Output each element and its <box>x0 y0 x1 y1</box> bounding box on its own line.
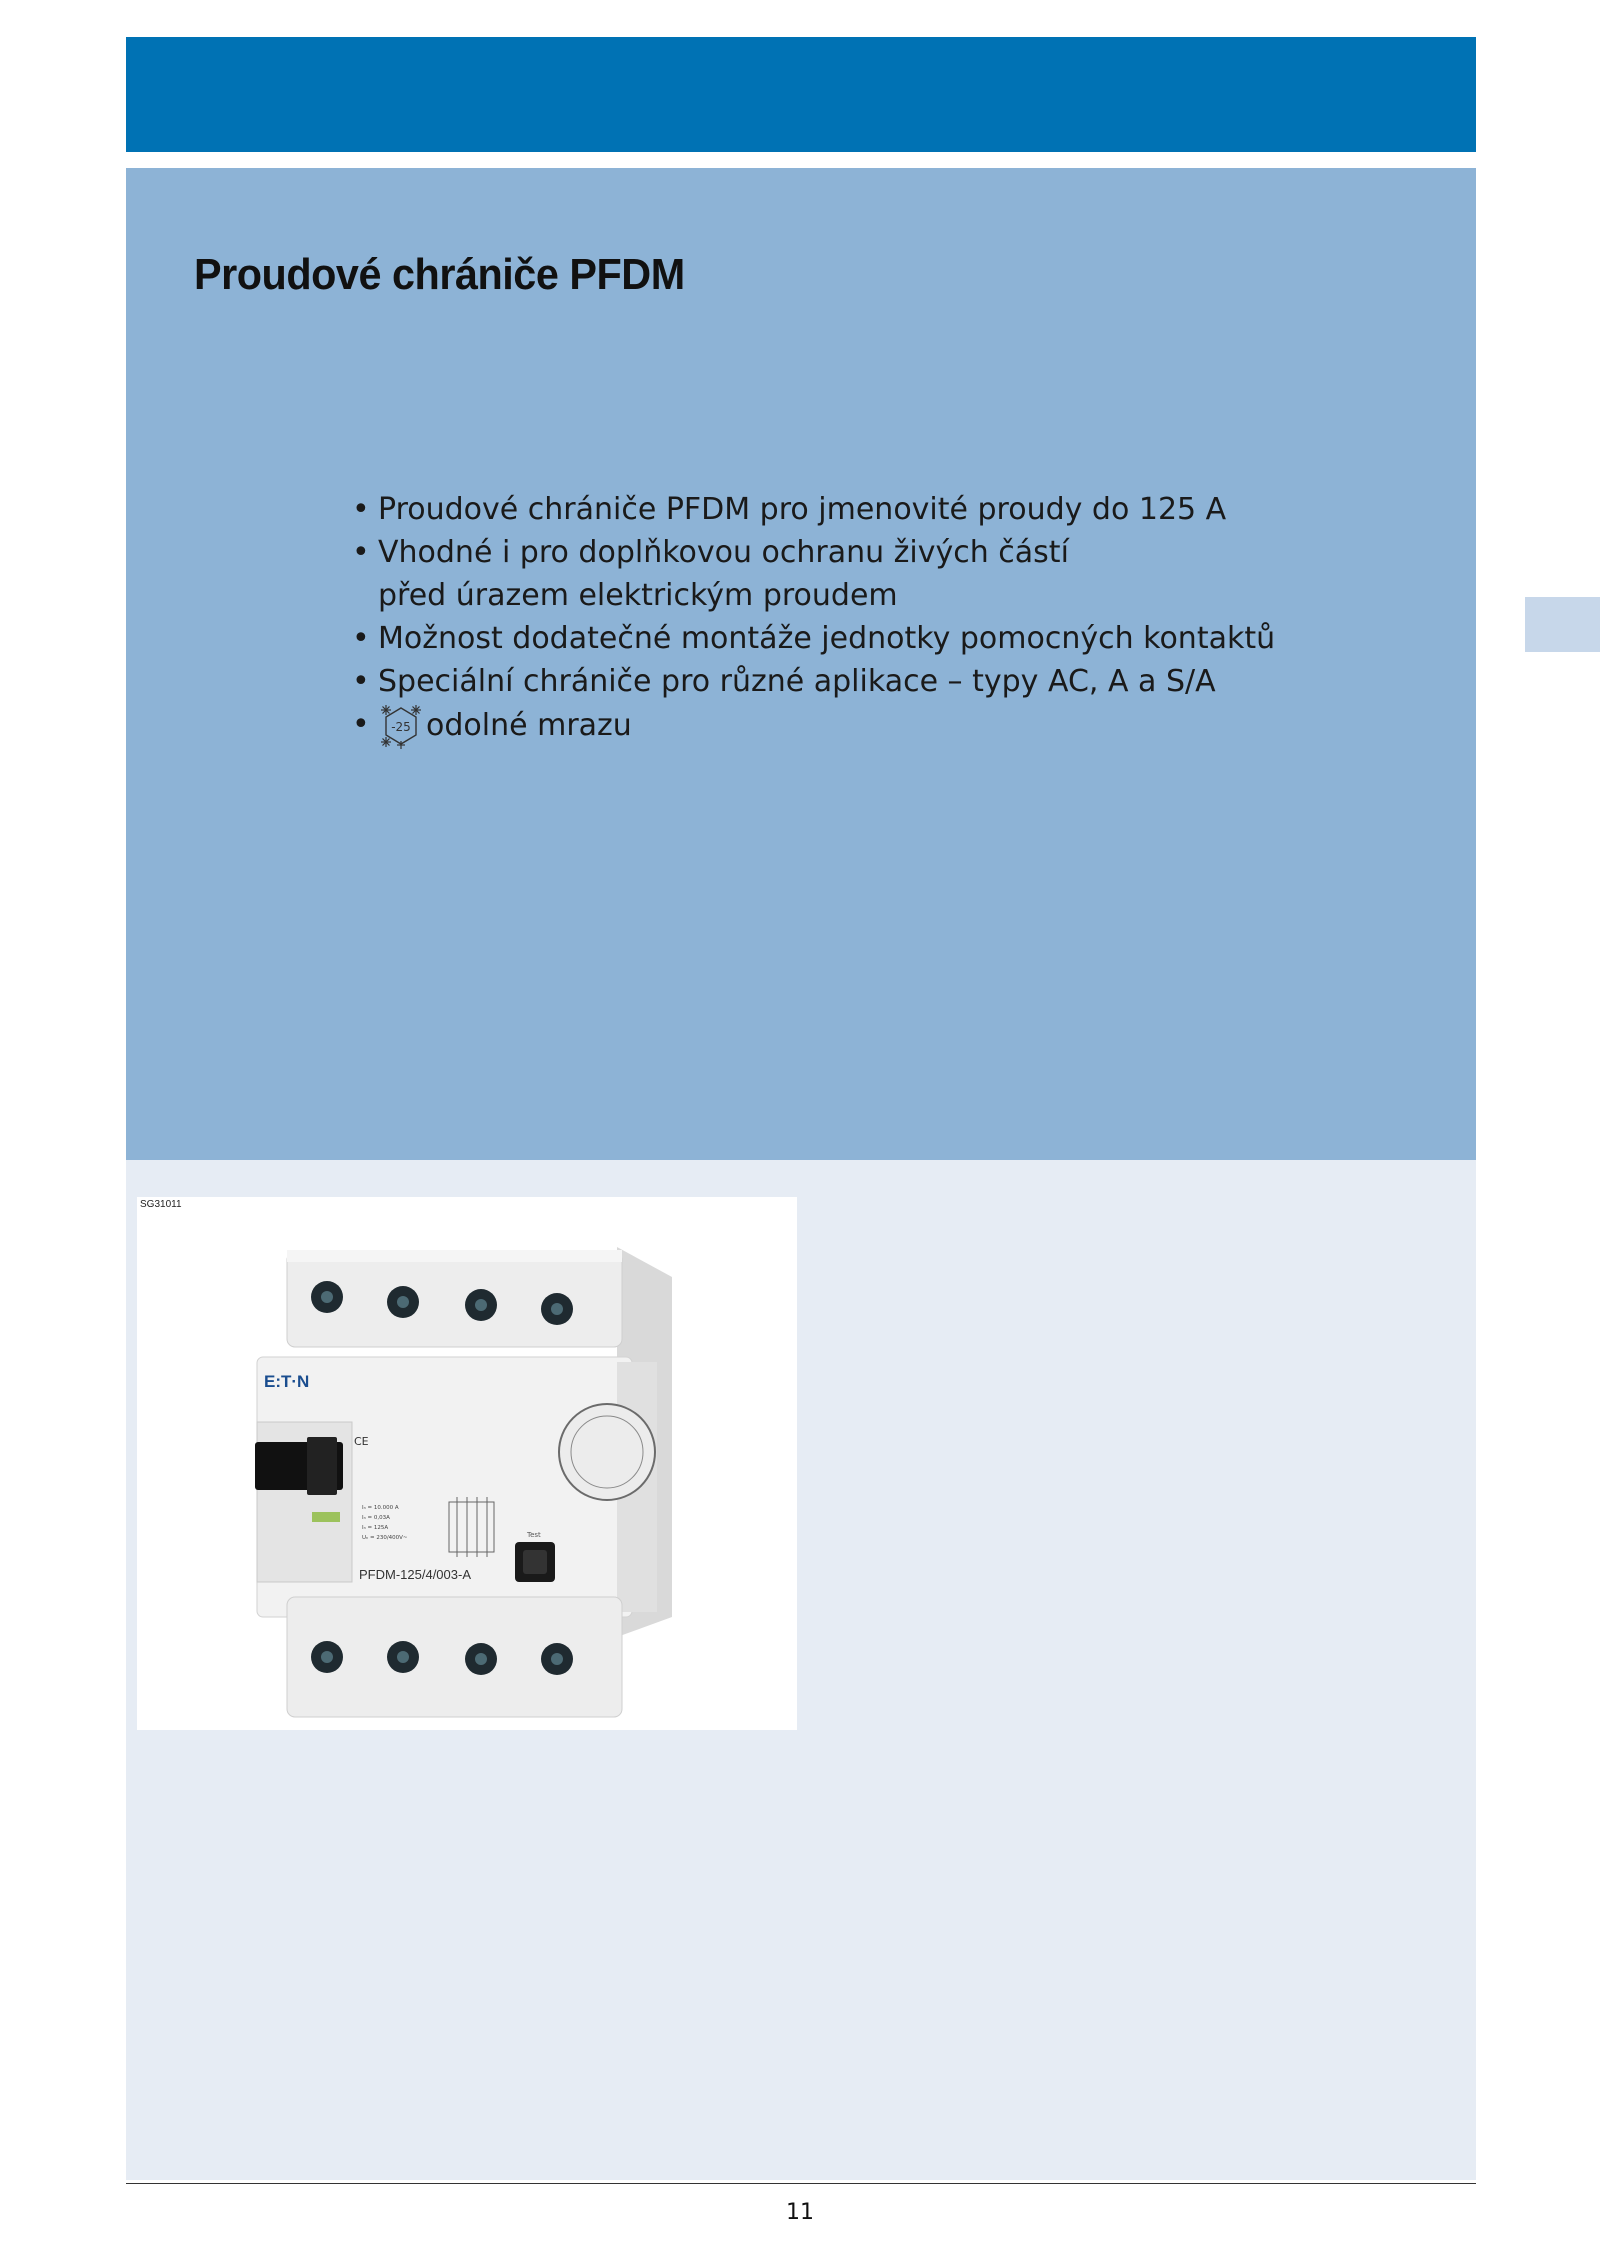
footer-rule <box>126 2183 1476 2184</box>
feature-item: • -25 odolné mrazu <box>352 703 1275 749</box>
brand-logo: E:T·N <box>264 1372 310 1391</box>
page-number: 11 <box>786 2200 814 2225</box>
quality-seal <box>559 1404 655 1500</box>
status-indicator <box>312 1512 340 1522</box>
rcd-device-illustration <box>137 1197 797 1730</box>
svg-text:Iₙ = 0,03A: Iₙ = 0,03A <box>362 1515 390 1521</box>
photo-code: SG31011 <box>140 1199 182 1210</box>
feature-item: • Vhodné i pro doplňkovou ochranu živých částí před úrazem elektrickým proudem <box>352 531 1098 617</box>
chapter-side-tab <box>1525 597 1600 652</box>
product-photo <box>137 1197 797 1730</box>
feature-item: • Možnost dodatečné montáže jednotky pomocných kontaktů <box>352 617 1275 660</box>
svg-text:Iₙ = 10.000 A: Iₙ = 10.000 A <box>362 1505 399 1511</box>
test-button-cap <box>523 1550 547 1574</box>
svg-text:Iₙ = 125A: Iₙ = 125A <box>362 1525 389 1531</box>
feature-item: • Speciální chrániče pro různé aplikace – typy AC, A a S/A <box>352 660 1275 703</box>
svg-text:Uₙ = 230/400V~: Uₙ = 230/400V~ <box>362 1535 408 1541</box>
feature-list <box>352 488 1275 749</box>
page-title: Proudové chrániče PFDM <box>194 250 685 299</box>
switch-handle-lever <box>307 1437 337 1495</box>
feature-item: • Proudové chrániče PFDM pro jmenovité proudy do 125 A <box>352 488 1275 531</box>
top-color-bar <box>126 37 1476 152</box>
test-label: Test <box>527 1531 541 1539</box>
ce-mark: CE <box>354 1435 369 1448</box>
hero-panel <box>126 168 1476 1176</box>
frost-icon-label: • -25 <box>391 720 411 734</box>
frost-resistant-icon <box>378 703 424 749</box>
model-label: PFDM-125/4/003-A <box>359 1567 471 1582</box>
device-top-edge <box>287 1250 622 1262</box>
